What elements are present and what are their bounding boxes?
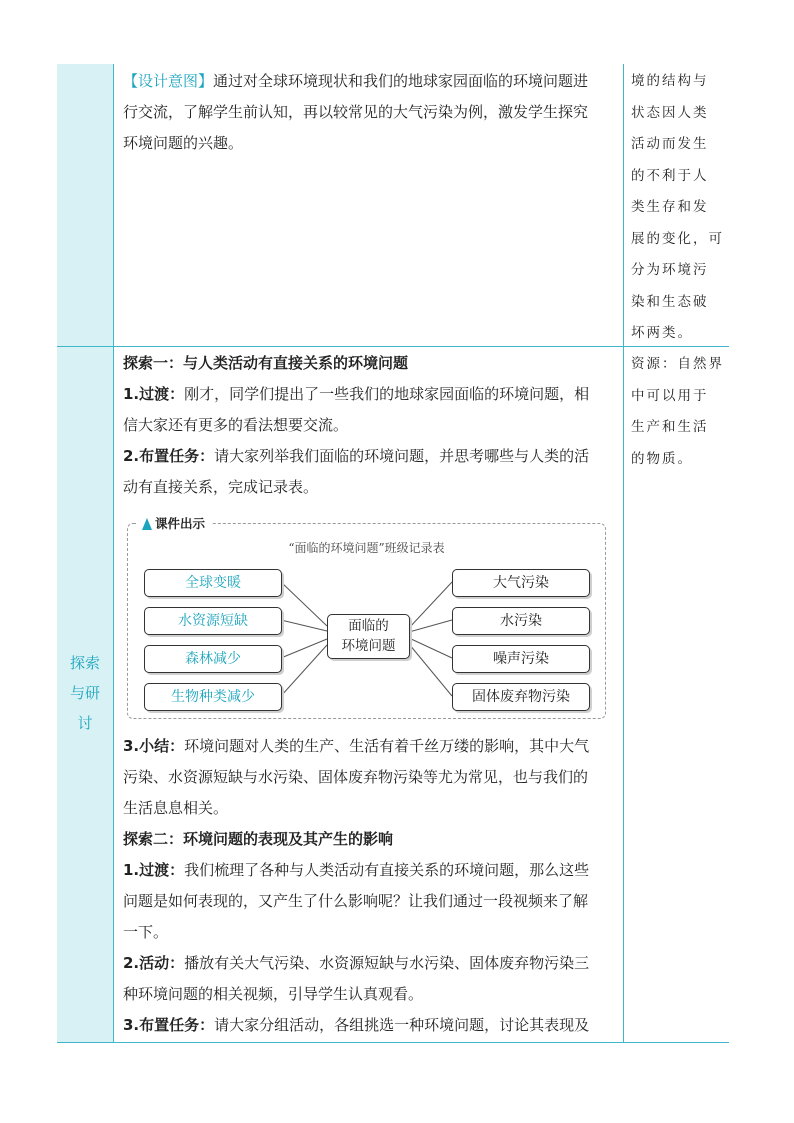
note-line: 资源：自然界 <box>631 356 724 372</box>
note-line: 生产和生活 <box>631 419 709 435</box>
explore-two-title: 探索二：环境问题的表现及其产生的影响 <box>123 830 394 848</box>
step-text: 请大家列举我们面临的环境问题，并思考哪些与人类的活 <box>214 447 590 465</box>
center-topic-line: 环境问题 <box>341 638 396 654</box>
label-cell-top <box>57 64 113 346</box>
step-text: 请大家分组活动，各组挑选一种环境问题，讨论其表现及 <box>214 1016 590 1034</box>
step-label: 1.过渡： <box>123 861 185 879</box>
note-line: 分为环境污 <box>631 262 709 278</box>
design-intent <box>123 66 621 159</box>
step-label: 1.过渡： <box>123 385 185 403</box>
step-text: 污染、水资源短缺与水污染、固体废弃物污染等尤为常见，也与我们的 <box>123 768 589 786</box>
note-line: 染和生态破 <box>631 293 709 310</box>
issue-box-left: 森林减少 <box>144 645 282 673</box>
note-line: 的物质。 <box>631 450 693 467</box>
intent-text: 环境问题的兴趣。 <box>123 134 244 152</box>
issue-box-left: 全球变暖 <box>144 569 282 597</box>
row-divider <box>57 346 729 347</box>
record-table-diagram <box>127 516 606 719</box>
table-bottom-border <box>57 1042 729 1043</box>
section-label <box>57 648 113 738</box>
issue-box-right: 大气污染 <box>452 569 590 597</box>
issue-box-right: 噪声污染 <box>452 645 590 673</box>
step-text: 环境问题对人类的生产、生活有着千丝万缕的影响，其中大气 <box>184 737 590 755</box>
intent-text: 行交流，了解学生前认知，再以较常见的大气污染为例，激发学生探究 <box>123 103 589 121</box>
step-text: 刚才，同学们提出了一些我们的地球家园面临的环境问题，相 <box>184 385 590 403</box>
step-text: 种环境问题的相关视频，引导学生认真观看。 <box>123 985 424 1003</box>
note-line: 活动而发生 <box>631 136 709 152</box>
note-line: 坏两类。 <box>631 325 693 341</box>
column-divider-1 <box>113 64 114 1043</box>
step-text: 动有直接关系，完成记录表。 <box>123 478 319 496</box>
column-divider-2 <box>623 64 624 1043</box>
center-topic-box <box>327 614 410 659</box>
note-line: 类生存和发 <box>631 199 709 215</box>
explore-one <box>123 348 621 503</box>
step-label: 3.小结： <box>123 737 185 755</box>
step-text: 一下。 <box>123 923 169 941</box>
issue-box-right: 固体废弃物污染 <box>452 683 590 711</box>
diagram-title: “面临的环境问题”班级记录表 <box>288 541 445 555</box>
side-note-bottom <box>631 349 729 475</box>
center-topic-line: 面临的 <box>348 618 389 634</box>
note-line: 中可以用于 <box>631 387 709 404</box>
step-text: 生活息息相关。 <box>123 799 229 817</box>
step-text: 问题是如何表现的，又产生了什么影响呢？让我们通过一段视频来了解 <box>123 892 589 910</box>
step-label: 2.布置任务： <box>123 447 215 465</box>
issue-box-left: 水资源短缺 <box>144 607 282 635</box>
section-label-line: 与研 <box>69 684 100 702</box>
note-line: 展的变化，可 <box>631 230 724 247</box>
issue-box-left: 生物种类减少 <box>144 683 282 711</box>
note-line: 的不利于人 <box>631 167 709 184</box>
note-line: 境的结构与 <box>631 73 709 89</box>
step-text: 信大家还有更多的看法想要交流。 <box>123 416 349 434</box>
step-label: 3.布置任务： <box>123 1016 215 1034</box>
intent-text: 通过对全球环境现状和我们的地球家园面临的环境问题进 <box>213 72 589 90</box>
explore-summary-and-two <box>123 731 621 1041</box>
issue-box-right: 水污染 <box>452 607 590 635</box>
section-label-line: 探索 <box>69 654 100 672</box>
explore-one-title: 探索一：与人类活动有直接关系的环境问题 <box>123 354 409 372</box>
intent-label: 【设计意图】 <box>123 72 214 90</box>
courseware-tag-label: 课件出示 <box>155 516 206 531</box>
step-text: 我们梳理了各种与人类活动有直接关系的环境问题，那么这些 <box>184 861 590 879</box>
step-label: 2.活动： <box>123 954 185 972</box>
side-note-top <box>631 66 729 350</box>
note-line: 状态因人类 <box>631 104 709 121</box>
step-text: 播放有关大气污染、水资源短缺与水污染、固体废弃物污染三 <box>184 954 590 972</box>
section-label-line: 讨 <box>77 714 93 732</box>
